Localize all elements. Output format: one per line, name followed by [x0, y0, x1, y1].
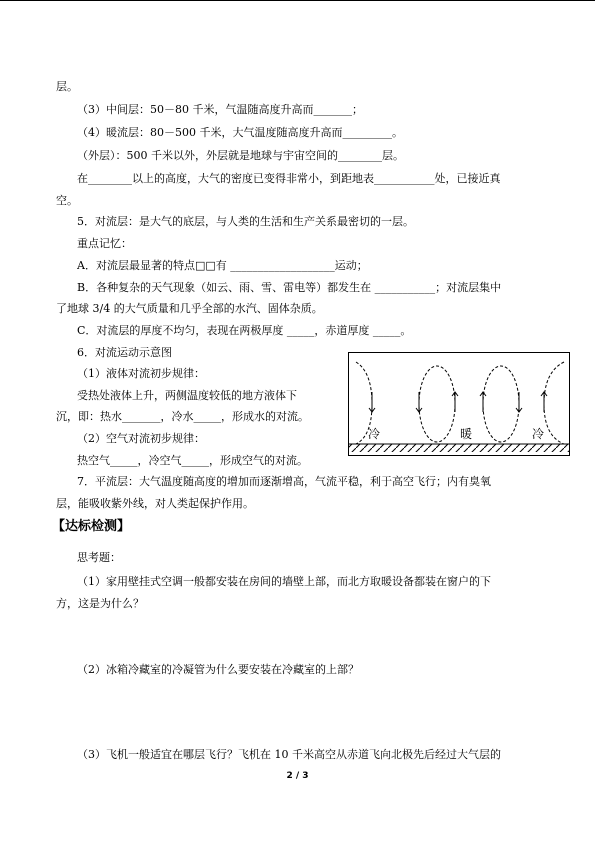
text-line-11: 了地球 3/4 的大气质量和几乎全部的水汽、固体杂质。	[56, 302, 323, 315]
question-intro: 思考题：	[77, 551, 121, 564]
question-2: （2）冰箱冷藏室的冷凝管为什么要安装在冷藏室的上部？	[77, 663, 359, 676]
text-line-20: 层，能吸收紫外线，对人类起保护作用。	[56, 497, 254, 510]
label-cold-left: 冷	[368, 427, 381, 441]
convection-cell-right	[544, 362, 564, 444]
text-line-2: （3）中间层：50－80 千米，气温随高度升高而_______；	[77, 103, 363, 116]
text-line-3: （4）暖流层：80－500 千米，大气温度随高度升高而_________。	[77, 126, 403, 139]
text-line-15: 受热处液体上升，两侧温度较低的地方液体下	[77, 389, 297, 402]
convection-cell-2	[419, 366, 455, 442]
convection-cell-3	[483, 366, 519, 442]
diagram-ground-hatch	[349, 444, 569, 452]
text-line-10: B．各种复杂的天气现象（如云、雨、雪、雷电等）都发生在 ___________；对流层集中	[77, 281, 502, 294]
text-line-6: 空。	[56, 194, 78, 207]
text-line-8: 重点记忆：	[77, 237, 132, 250]
top-rule	[0, 0, 595, 1]
question-3: （3）飞机一般适宜在哪层飞行？飞机在 10 千米高空从赤道飞向北极先后经过大气层的	[77, 748, 501, 761]
page-number: 2 / 3	[286, 771, 309, 781]
text-line-7: 5．对流层：是大气的底层，与人类的生活和生产关系最密切的一层。	[77, 215, 414, 228]
question-1-line-1: （1）家用壁挂式空调一般都安装在房间的墙壁上部，而北方取暖设备都装在窗户的下	[77, 575, 491, 588]
text-line-18: 热空气_____，冷空气_____，形成空气的对流。	[77, 454, 308, 467]
section-title: 【达标检测】	[52, 519, 131, 534]
text-line-19: 7．平流层：大气温度随高度的增加而逐渐增高，气流平稳，利于高空飞行；内有臭氧	[77, 475, 491, 488]
text-line-5: 在________以上的高度，大气的密度已变得非常小，到距地表___________处，已接近真	[77, 172, 501, 185]
text-line-17: （2）空气对流初步规律：	[77, 432, 205, 445]
text-line-13: 6．对流运动示意图	[77, 346, 172, 359]
text-line-12: C．对流层的厚度不均匀，表现在两极厚度 _____，赤道厚度 _____。	[77, 324, 412, 337]
text-line-16: 沉，即：热水_______，冷水_____，形成水的对流。	[56, 410, 309, 423]
text-line-4: （外层）：500 千米以外，外层就是地球与宇宙空间的________层。	[77, 149, 404, 162]
convection-diagram	[348, 352, 570, 456]
label-cold-right: 冷	[532, 427, 545, 441]
text-line-1: 层。	[56, 80, 78, 93]
text-line-9: A．对流层最显著的特点□□有 ___________________运动；	[77, 259, 368, 272]
label-warm: 暖	[460, 427, 473, 441]
text-line-14: （1）液体对流初步规律：	[77, 367, 205, 380]
question-1-line-2: 方，这是为什么？	[56, 597, 144, 610]
